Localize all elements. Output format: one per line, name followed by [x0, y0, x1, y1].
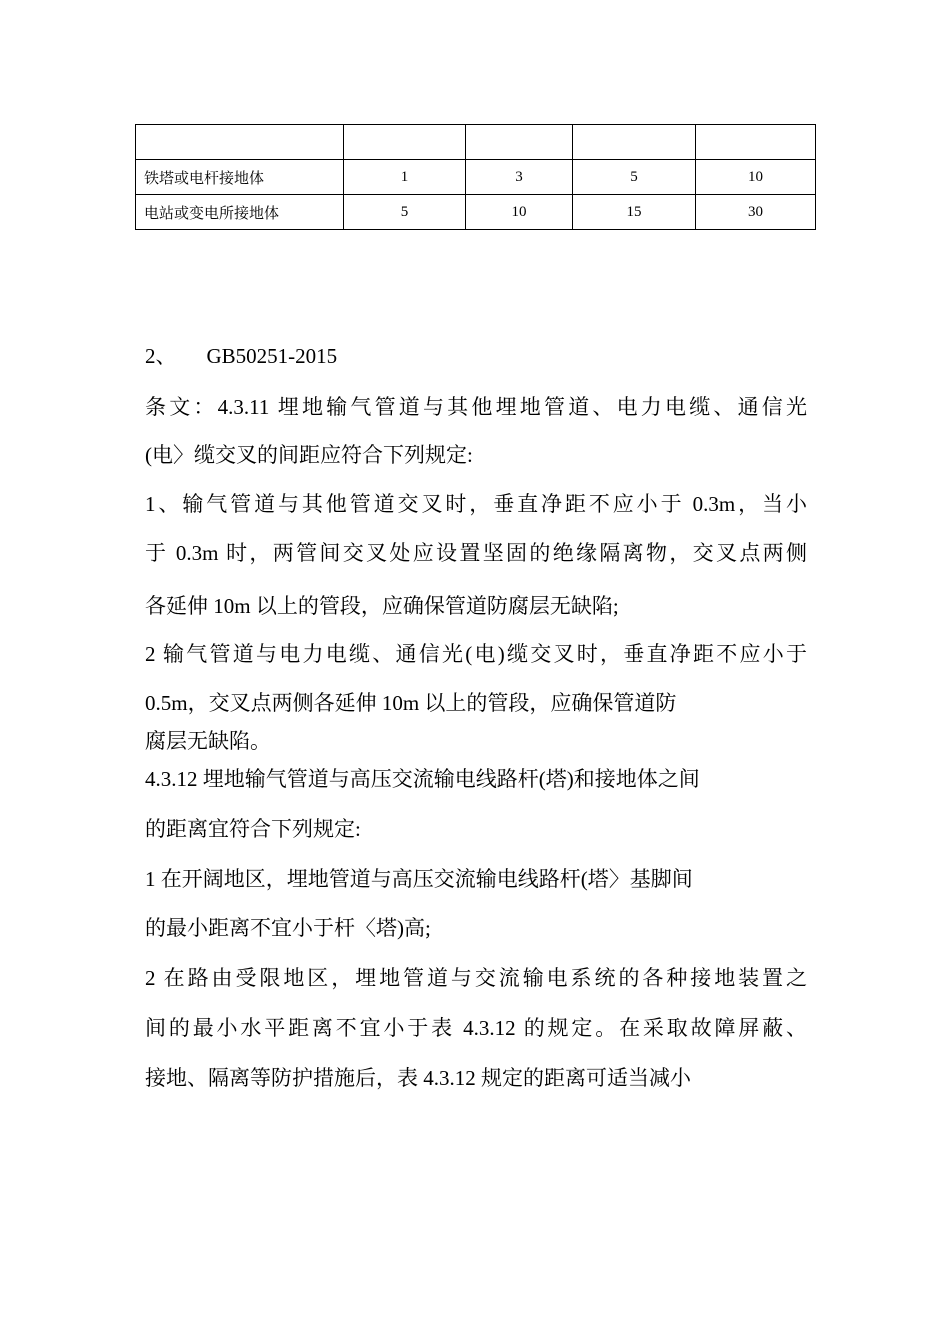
text-line: 各延伸 10m 以上的管段，应确保管道防腐层无缺陷;: [145, 594, 619, 618]
table-cell: 1: [344, 160, 466, 195]
text-line: 2 在路由受限地区，埋地管道与交流输电系统的各种接地装置之: [145, 966, 807, 990]
text-line: 4.3.12 埋地输气管道与高压交流输电线路杆(塔)和接地体之间: [145, 767, 700, 791]
text-line: 1、输气管道与其他管道交叉时，垂直净距不应小于 0.3m，当小: [145, 492, 807, 516]
table-cell: 30: [696, 195, 816, 230]
table-cell: 15: [573, 195, 696, 230]
table-cell: 电站或变电所接地体: [136, 195, 344, 230]
table-cell: 5: [344, 195, 466, 230]
text-line: 2 输气管道与电力电缆、通信光(电)缆交叉时，垂直净距不应小于: [145, 642, 807, 666]
text-line: 于 0.3m 时，两管间交叉处应设置坚固的绝缘隔离物，交叉点两侧: [145, 541, 807, 565]
table-cell: [466, 125, 573, 160]
distance-table: [135, 124, 816, 230]
text-line: (电〉缆交叉的间距应符合下列规定:: [145, 443, 473, 467]
text-line: 腐层无缺陷。: [145, 729, 271, 753]
table-cell: 10: [696, 160, 816, 195]
text-line: 条文：4.3.11 埋地输气管道与其他埋地管道、电力电缆、通信光: [145, 395, 807, 419]
text-line: 0.5m，交叉点两侧各延伸 10m 以上的管段，应确保管道防: [145, 691, 677, 715]
table-cell: 5: [573, 160, 696, 195]
text-line: 的距离宜符合下列规定:: [145, 817, 361, 841]
table-cell: 铁塔或电杆接地体: [136, 160, 344, 195]
section-number: 2、: [145, 344, 177, 368]
table-cell: [136, 125, 344, 160]
text-line: 接地、隔离等防护措施后，表 4.3.12 规定的距离可适当减小: [145, 1066, 691, 1090]
standard-code: GB50251-2015: [206, 344, 338, 368]
table-row: [136, 195, 816, 230]
table-cell: [573, 125, 696, 160]
table-cell: 3: [466, 160, 573, 195]
table-cell: [696, 125, 816, 160]
table-cell: [344, 125, 466, 160]
table-row: [136, 160, 816, 195]
table-row: [136, 125, 816, 160]
section-heading: [145, 343, 337, 369]
text-line: 间的最小水平距离不宜小于表 4.3.12 的规定。在采取故障屏蔽、: [145, 1016, 807, 1040]
text-line: 的最小距离不宜小于杆〈塔)高;: [145, 916, 431, 940]
text-line: 1 在开阔地区，埋地管道与高压交流输电线路杆(塔〉基脚间: [145, 867, 693, 891]
table-cell: 10: [466, 195, 573, 230]
